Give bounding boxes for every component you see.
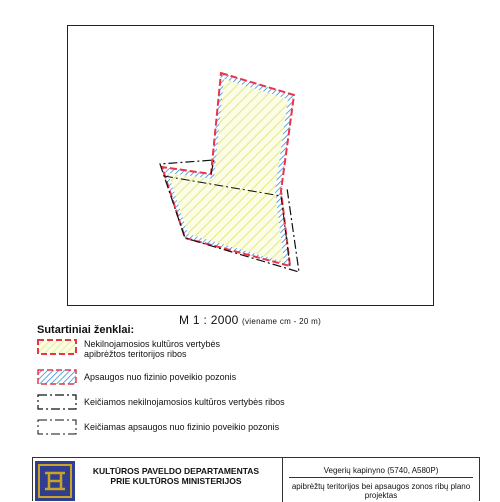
project-underline xyxy=(289,477,473,478)
scale-note: (viename cm - 20 m) xyxy=(242,317,322,326)
legend-label-2: Apsaugos nuo fizinio poveikio pozonis xyxy=(84,372,237,382)
organization-name xyxy=(81,466,271,486)
legend-label-4: Keičiamas apsaugos nuo fizinio poveikio pozonis xyxy=(84,422,280,432)
legend-label-1b: apibrėžtos teritorijos ribos xyxy=(84,349,187,359)
project-name: Vegerių kapinyno (5740, A580P) xyxy=(323,466,439,475)
dash-dot-boundary-icon xyxy=(37,394,77,410)
scale-ratio: M 1 : 2000 xyxy=(178,313,239,327)
legend-label-3: Keičiamos nekilnojamosios kultūros vertybės ribos xyxy=(84,397,285,407)
blue-hatch-zone-icon xyxy=(37,369,77,385)
legend-label-1a: Nekilnojamosios kultūros vertybės xyxy=(84,339,221,349)
project-description: apibrėžtų teritorijos bei apsaugos zonos ribų plano projektas xyxy=(291,482,471,500)
site-plan-map xyxy=(68,26,435,307)
red-dashed-boundary-icon xyxy=(37,339,77,355)
map-frame xyxy=(67,25,434,306)
title-block-divider xyxy=(282,458,283,502)
department-logo-icon xyxy=(35,461,75,501)
org-line-1: KULTŪROS PAVELDO DEPARTAMENTAS xyxy=(92,466,260,476)
legend-title: Sutartiniai ženklai: xyxy=(37,324,135,336)
dash-dot-zone-icon xyxy=(37,419,77,435)
title-block xyxy=(32,457,480,501)
org-line-2: PRIE KULTŪROS MINISTERIJOS xyxy=(110,476,242,486)
